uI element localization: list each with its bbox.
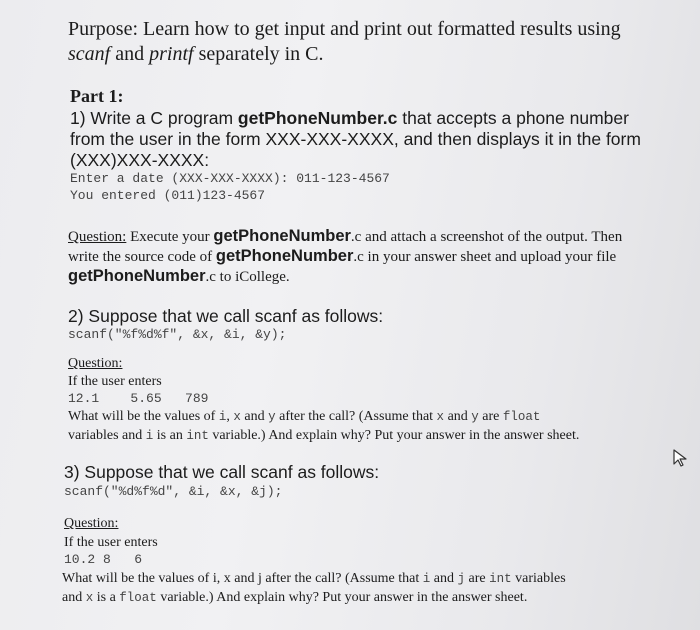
part1-question-line-2 xyxy=(68,247,616,266)
part1-q1-line2: from the user in the form XXX-XXX-XXXX, and then displays it in the form xyxy=(70,129,641,149)
part1-question-line-1 xyxy=(68,227,622,246)
var-x: x xyxy=(233,410,241,424)
text: and xyxy=(62,590,86,605)
text: and xyxy=(430,571,458,586)
part3-question-label: Question: xyxy=(64,516,119,531)
part2-code: scanf("%f%d%f", &x, &i, &y); xyxy=(68,327,287,342)
text: variables and xyxy=(68,428,146,443)
text: are xyxy=(478,409,503,424)
type-int: int xyxy=(186,429,209,443)
type-float: float xyxy=(502,410,541,424)
purpose-text: Purpose: Learn how to get input and print out formatted results using xyxy=(68,18,621,40)
text: variables xyxy=(511,571,566,586)
part3-question-line-2 xyxy=(62,590,527,606)
part2-if-user-enters: If the user enters xyxy=(68,374,162,389)
text: is a xyxy=(93,590,120,605)
purpose-and: and xyxy=(110,43,150,65)
purpose-line-1 xyxy=(68,18,621,41)
code-example-line-1: Enter a date (XXX-XXX-XXXX): 011-123-4567 xyxy=(70,171,390,186)
text: What will be the values of i, x and j after the call? (Assume that xyxy=(62,571,423,586)
text: is an xyxy=(153,428,187,443)
type-int: int xyxy=(489,572,512,586)
printf-term: printf xyxy=(149,43,194,65)
part3-code: scanf("%d%f%d", &i, &x, &j); xyxy=(64,484,283,499)
question2-text-c: .c in your answer sheet and upload your file xyxy=(353,249,617,265)
part3-user-input: 10.2 8 6 xyxy=(64,552,143,567)
var-i: i xyxy=(218,410,227,424)
type-float: float xyxy=(119,591,157,605)
mouse-pointer-icon xyxy=(672,448,690,468)
part2-heading: 2) Suppose that we call scanf as follows: xyxy=(68,306,384,326)
var-y: y xyxy=(268,410,276,424)
var-i: i xyxy=(145,429,154,443)
var-y: y xyxy=(471,410,479,424)
code-example-line-2: You entered (011)123-4567 xyxy=(70,188,266,203)
text: variable.) And explain why? Put your answer in the answer sheet. xyxy=(208,428,580,443)
part3-question-line-1 xyxy=(62,571,566,587)
part2-question-label: Question: xyxy=(68,356,123,371)
part1-heading: Part 1: xyxy=(70,86,124,106)
q1-text-c: that accepts a phone number xyxy=(397,108,629,128)
question3-filename: getPhoneNumber xyxy=(68,267,206,285)
text: and xyxy=(444,409,472,424)
part2-user-input: 12.1 5.65 789 xyxy=(68,391,209,406)
text: , xyxy=(226,409,234,424)
part3-if-user-enters: If the user enters xyxy=(64,535,158,550)
text: and xyxy=(240,409,269,424)
var-x: x xyxy=(436,410,445,424)
text: are xyxy=(465,571,490,586)
text: after the call? (Assume that xyxy=(275,409,437,424)
question2-filename: getPhoneNumber xyxy=(215,247,354,265)
question2-text-a: write the source code of xyxy=(68,249,216,265)
part3-heading: 3) Suppose that we call scanf as follows: xyxy=(64,462,380,482)
var-i: i xyxy=(422,572,431,586)
text: variable.) And explain why? Put your answer in the answer sheet. xyxy=(156,590,528,605)
text: What will be the values of xyxy=(68,409,219,424)
part1-q1-line1 xyxy=(70,108,629,129)
var-x: x xyxy=(85,591,94,605)
question-text-c: .c and attach a screenshot of the output. Then xyxy=(350,229,623,245)
q1-filename: getPhoneNumber.c xyxy=(237,108,398,128)
question-text-a: Execute your xyxy=(126,229,214,245)
q1-text-a: 1) Write a C program xyxy=(70,108,238,128)
part1-question-line-3 xyxy=(68,267,290,286)
question-filename: getPhoneNumber xyxy=(213,227,351,245)
scanf-term: scanf xyxy=(68,43,111,65)
purpose-line-2 xyxy=(68,43,324,66)
var-j: j xyxy=(457,572,466,586)
part2-question-line-1 xyxy=(68,409,540,425)
part2-question-line-2 xyxy=(68,428,579,444)
part1-q1-line3: (XXX)XXX-XXXX: xyxy=(70,150,210,170)
question-label: Question: xyxy=(68,229,127,245)
question3-text-b: .c to iCollege. xyxy=(205,269,290,285)
purpose-end: separately in C. xyxy=(193,43,324,65)
